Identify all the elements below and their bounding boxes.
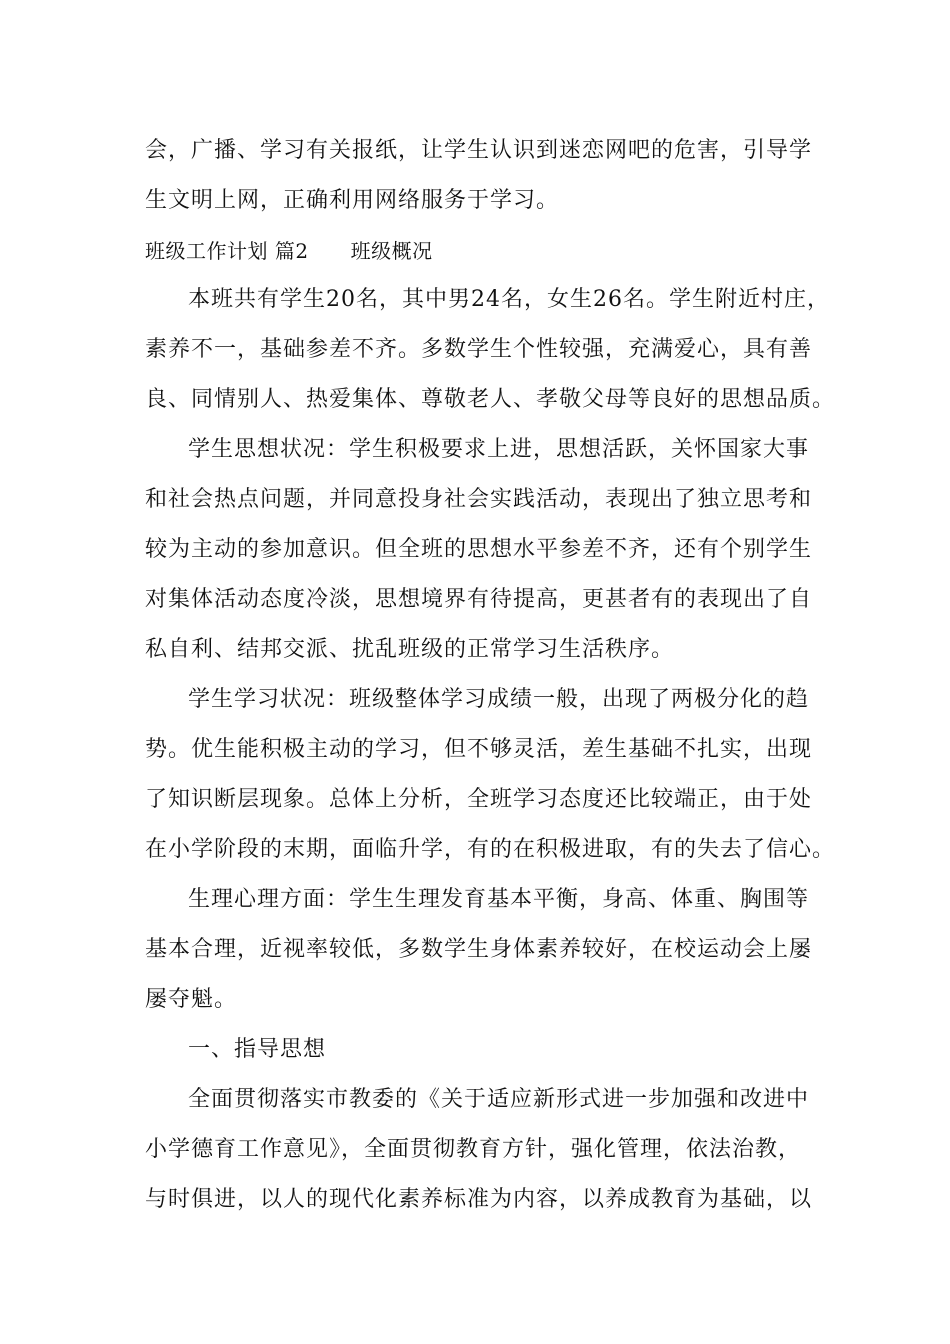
paragraph-line: 私自利、结邦交派、扰乱班级的正常学习生活秩序。 bbox=[145, 637, 675, 662]
paragraph-line: 屡夺魁。 bbox=[145, 987, 238, 1012]
paragraph-line: 对集体活动态度冷淡，思想境界有待提高，更甚者有的表现出了自 bbox=[145, 587, 813, 612]
heading-section: 班级概况 bbox=[350, 239, 433, 263]
paragraph-line: 在小学阶段的末期，面临升学，有的在积极进取，有的失去了信心。 bbox=[145, 837, 836, 862]
heading-title: 班级工作计划 bbox=[145, 239, 268, 263]
section-heading bbox=[145, 236, 433, 266]
paragraph-line: 全面贯彻落实市教委的《关于适应新形式进一步加强和改进中 bbox=[188, 1087, 810, 1112]
paragraph-line: 良、同情别人、热爱集体、尊敬老人、孝敬父母等良好的思想品质。 bbox=[145, 387, 836, 412]
paragraph-line: 学生思想状况：学生积极要求上进，思想活跃，关怀国家大事 bbox=[188, 437, 810, 462]
paragraph-line: 生理心理方面：学生生理发育基本平衡，身高、体重、胸围等 bbox=[188, 887, 810, 912]
paragraph-line: 与时俱进，以人的现代化素养标准为内容，以养成教育为基础，以 bbox=[145, 1187, 813, 1212]
paragraph-line: 了知识断层现象。总体上分析，全班学习态度还比较端正，由于处 bbox=[145, 787, 813, 812]
paragraph-line: 本班共有学生20名，其中男24名，女生26名。学生附近村庄， bbox=[188, 287, 830, 312]
paragraph-line: 基本合理，近视率较低，多数学生身体素养较好，在校运动会上屡 bbox=[145, 937, 813, 962]
subsection-heading: 一、指导思想 bbox=[188, 1037, 327, 1062]
heading-part: 篇2 bbox=[274, 239, 309, 263]
paragraph-line: 生文明上网，正确利用网络服务于学习。 bbox=[145, 188, 560, 213]
paragraph-line: 素养不一，基础参差不齐。多数学生个性较强，充满爱心，具有善 bbox=[145, 337, 813, 362]
paragraph-line: 较为主动的参加意识。但全班的思想水平参差不齐，还有个别学生 bbox=[145, 537, 813, 562]
paragraph-line: 会，广播、学习有关报纸，让学生认识到迷恋网吧的危害，引导学 bbox=[145, 138, 813, 163]
paragraph-line: 和社会热点问题，并同意投身社会实践活动，表现出了独立思考和 bbox=[145, 487, 813, 512]
paragraph-line: 势。优生能积极主动的学习，但不够灵活，差生基础不扎实，出现 bbox=[145, 737, 813, 762]
paragraph-line: 小学德育工作意见》，全面贯彻教育方针，强化管理，依法治教， bbox=[145, 1137, 802, 1162]
paragraph-line: 学生学习状况：班级整体学习成绩一般，出现了两极分化的趋 bbox=[188, 687, 810, 712]
